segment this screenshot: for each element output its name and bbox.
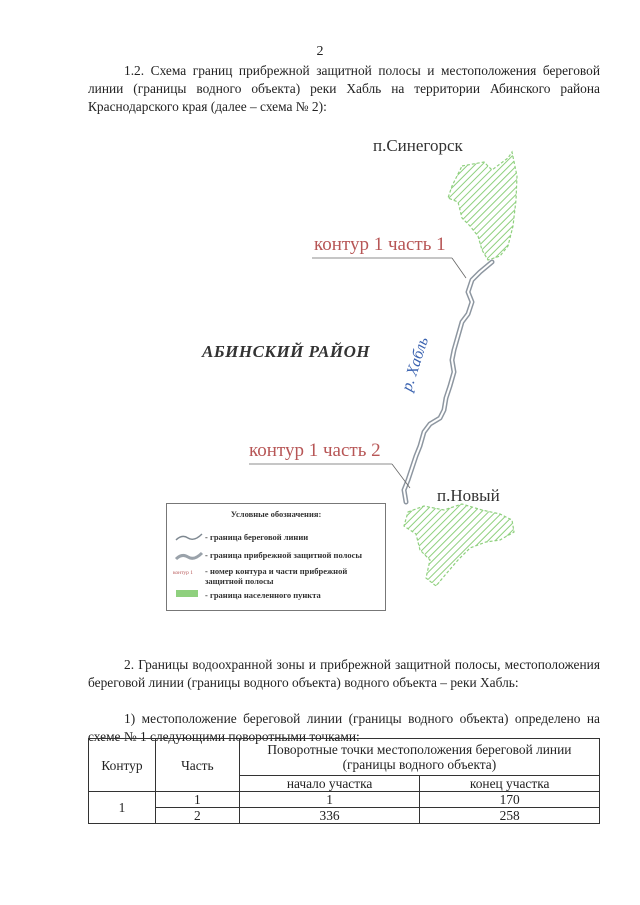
contour-1-part-1-label: контур 1 часть 1 bbox=[314, 234, 446, 255]
item-1-paragraph: 1) местоположение береговой линии (границы водного объекта) определено на схеме № 1 следующими поворотными точками: bbox=[88, 711, 600, 744]
cell-part: 1 bbox=[155, 792, 239, 808]
town-novy: п.Новый bbox=[437, 486, 500, 505]
legend-item-shoreline: - граница береговой линии bbox=[205, 532, 309, 542]
cell-end: 258 bbox=[420, 808, 600, 824]
legend-item-settlement: - граница населенного пункта bbox=[205, 590, 321, 600]
district-name: АБИНСКИЙ РАЙОН bbox=[202, 342, 371, 361]
table-row bbox=[89, 792, 600, 808]
legend-item-strip: - граница прибрежной защитной полосы bbox=[205, 550, 363, 560]
contour-1-part-2-label: контур 1 часть 2 bbox=[249, 440, 381, 461]
settlement-south-area bbox=[404, 504, 514, 586]
cell-start: 336 bbox=[239, 808, 420, 824]
header-turning-points: Поворотные точки местоположения береговой линии (границы водного объекта) bbox=[239, 739, 599, 776]
section-2-paragraph: 2. Границы водоохранной зоны и прибрежной защитной полосы, местоположения береговой линии (границы водного объекта) водного объекта – реки Хабль: bbox=[88, 657, 600, 690]
legend-contour-symbol: контур 1 bbox=[173, 570, 194, 576]
cell-contour: 1 bbox=[89, 792, 156, 824]
cell-part: 2 bbox=[155, 808, 239, 824]
table-row bbox=[89, 808, 600, 824]
map-legend bbox=[166, 503, 386, 611]
legend-item-contour: - номер контура и части прибрежной защитной полосы bbox=[205, 566, 348, 586]
river-map bbox=[0, 130, 640, 620]
page-number: 2 bbox=[316, 44, 324, 59]
river-name: р. Хабль bbox=[398, 335, 433, 394]
header-part: Часть bbox=[155, 739, 239, 792]
turning-points-table bbox=[88, 738, 600, 824]
legend-title: Условные обозначения: bbox=[230, 509, 322, 519]
town-sinegorsk: п.Синегорск bbox=[373, 136, 463, 155]
header-start: начало участка bbox=[239, 776, 420, 792]
intro-paragraph: 1.2. Схема границ прибрежной защитной полосы и местоположения береговой линии (границы водного объекта) реки Хабль на территории Абинского района Краснодарского края (далее – схема № 2): bbox=[88, 63, 600, 114]
header-end: конец участка bbox=[420, 776, 600, 792]
header-contour: Контур bbox=[89, 739, 156, 792]
cell-end: 170 bbox=[420, 792, 600, 808]
cell-start: 1 bbox=[239, 792, 420, 808]
settlement-north-area bbox=[448, 152, 517, 260]
